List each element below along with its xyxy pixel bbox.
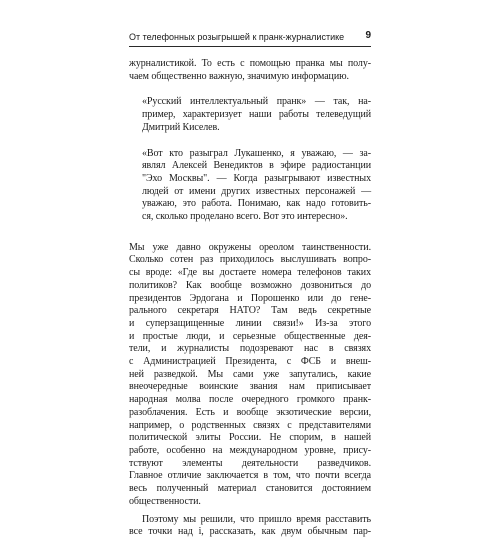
text-line: уважаю, это работа. Понимаю, как надо готовить- — [142, 198, 371, 210]
text-line: например, о родственных связях с представителями — [129, 419, 371, 431]
text-line: президентов Эрдогана и Порошенко или до гене- — [129, 292, 371, 304]
running-header-title: От телефонных розыгрышей к пранк-журналистике — [129, 32, 345, 42]
page-number: 9 — [365, 30, 371, 41]
body-text — [129, 58, 371, 539]
text-line: «Вот кто разыграл Лукашенко, я уважаю, — за- — [142, 147, 371, 159]
text-line: тствуют элементы деятельности разведчиков. — [129, 457, 371, 469]
text-line: весь полученный материал становится достоянием — [129, 483, 371, 495]
text-line: рального секретаря НАТО? Там ведь секретные — [129, 305, 371, 317]
text-line: чаем общественно важную, значимую информацию. — [129, 70, 349, 82]
text-line: работе, особенно на международном уровне, прису- — [129, 444, 371, 456]
running-header — [129, 26, 371, 47]
text-line: внеочередные воинские звания нам приписывает — [129, 381, 371, 393]
text-line: Мы уже давно окружены ореолом таинственности. — [129, 241, 371, 253]
quote-kiselev — [129, 96, 371, 134]
text-line: общественности. — [129, 495, 201, 507]
text-line: людей от имени других известных персонажей — — [142, 185, 371, 197]
text-line: Дмитрий Киселев. — [142, 121, 220, 133]
text-line: сы вроде: «Где вы достаете номера телефонов таких — [129, 267, 371, 279]
text-line: Главное отличие заключается в том, что почти всегда — [129, 470, 371, 482]
text-line: и простые люди, и серьезные общественные дея- — [129, 330, 371, 342]
text-line: «Русский интеллектуальный пранк» — так, на- — [142, 96, 371, 108]
text-line: политиков? Как вообще возможно дозвониться до — [129, 279, 371, 291]
text-line: с Администрацией Президента, с ФСБ и внеш- — [129, 356, 371, 368]
text-line: тели, и журналисты подозревают нас в связях — [129, 343, 371, 355]
text-line: все точки над i, рассказать, как двум обычным пар- — [129, 526, 371, 538]
paragraph-mystery — [129, 242, 371, 509]
text-line: "Эхо Москвы". — Когда разыгрывают известных — [142, 172, 371, 184]
text-line: Поэтому мы решили, что пришло время расставить — [142, 513, 371, 525]
paragraph-continuation — [129, 58, 371, 83]
text-line: ней разведкой. Мы сами уже запутались, какие — [129, 368, 371, 380]
text-line: политической элиты России. Не спорим, в нашей — [129, 432, 371, 444]
text-line: ся, сколько проделано всего. Вот это интересно». — [142, 211, 348, 223]
text-line: и суперзащищенные линии связи!» Из-за этого — [129, 317, 371, 329]
text-line: разоблачения. Есть и вообще экзотические версии, — [129, 406, 371, 418]
text-line: Сколько сотен раз приходилось выслушивать вопро- — [129, 254, 371, 266]
text-line: народная молва после очередного громкого пранк- — [129, 394, 371, 406]
text-line: пример, характеризует наши работы телеведущий — [142, 109, 371, 121]
text-line: являл Алексей Венедиктов в эфире радиостанции — [142, 160, 371, 172]
paragraph-decision — [129, 514, 371, 539]
quote-venediktov — [129, 148, 371, 224]
text-line: журналистикой. То есть с помощью пранка мы полу- — [129, 58, 371, 69]
